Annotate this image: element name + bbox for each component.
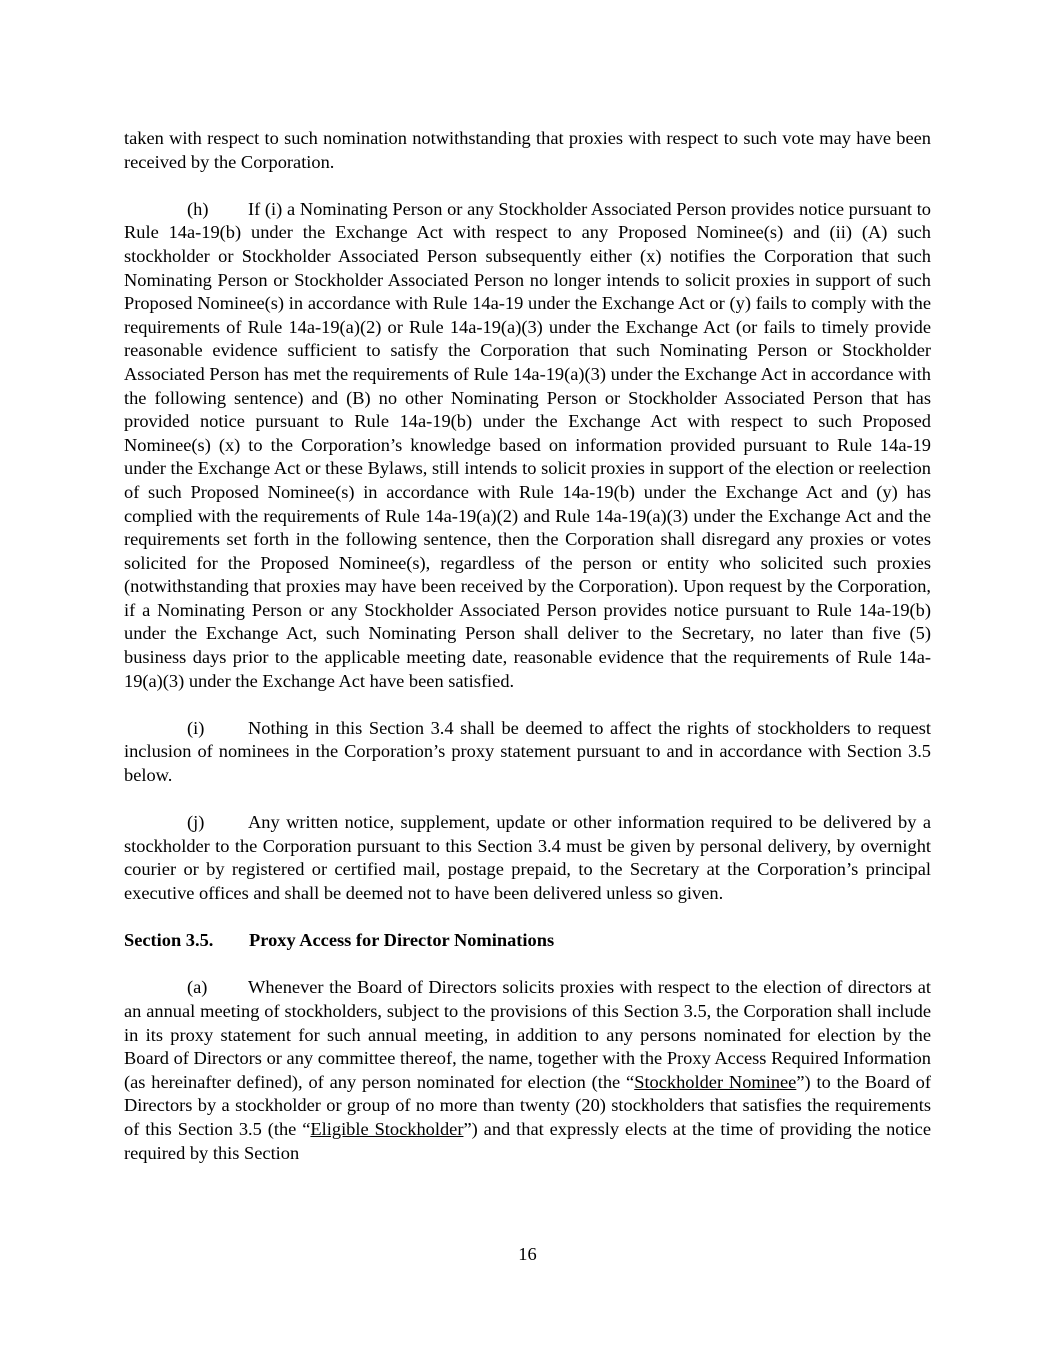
paragraph-a bbox=[124, 976, 931, 1165]
paragraph-h-text: If (i) a Nominating Person or any Stockholder Associated Person provides notice pursuant to Rule 14a-19(b) under the Exchange Act with respect to any Proposed Nominee(s) and (ii) (A) such stockholder or Stockholder Associated Person subsequently either (x) notifies the Corporation that such Nominating Person or Stockholder Associated Person no longer intends to solicit proxies in support of such Proposed Nominee(s) in accordance with Rule 14a-19 under the Exchange Act or (y) fails to comply with the requirements of Rule 14a-19(a)(2) or Rule 14a-19(a)(3) under the Exchange Act (or fails to timely provide reasonable evidence sufficient to satisfy the Corporation that such Nominating Person or Stockholder Associated Person has met the requirements of Rule 14a-19(a)(3) under the Exchange Act in accordance with the following sentence) and (B) no other Nominating Person or Stockholder Associated Person that has provided notice pursuant to Rule 14a-19(b) under the Exchange Act with respect to such Proposed Nominee(s) (x) to the Corporation’s knowledge based on information provided pursuant to Rule 14a-19 under the Exchange Act or these Bylaws, still intends to solicit proxies in support of the election or reelection of such Proposed Nominee(s) in accordance with Rule 14a-19(b) under the Exchange Act and (y) has complied with the requirements of Rule 14a-19(a)(2) and Rule 14a-19(a)(3) under the Exchange Act and the requirements set forth in the following sentence, then the Corporation shall disregard any proxies or votes solicited for the Proposed Nominee(s), regardless of the person or entity who solicited such proxies (notwithstanding that proxies may have been received by the Corporation). Upon request by the Corporation, if a Nominating Person or any Stockholder Associated Person provides notice pursuant to Rule 14a-19(b) under the Exchange Act, such Nominating Person shall deliver to the Secretary, no later than five (5) business days prior to the applicable meeting date, reasonable evidence that the requirements of Rule 14a-19(a)(3) under the Exchange Act have been satisfied. bbox=[124, 198, 931, 691]
defined-term-eligible-stockholder: Eligible Stockholder bbox=[310, 1118, 464, 1139]
paragraph-h-label: (h) bbox=[187, 198, 209, 219]
paragraph-j bbox=[124, 811, 931, 905]
section-heading bbox=[124, 929, 931, 953]
section-number: Section 3.5. bbox=[124, 930, 214, 951]
paragraph-a-text-2: ”) to the Board of Directors by a stockholder or group of no more than twenty (20) stockholders that satisfies the requirements of this Section 3.5 (the “ bbox=[124, 1071, 931, 1139]
paragraph-i-text: Nothing in this Section 3.4 shall be deemed to affect the rights of stockholders to request inclusion of nominees in the Corporation’s proxy statement pursuant to and in accordance with Section 3.5 below. bbox=[124, 717, 931, 786]
page-number: 16 bbox=[518, 1244, 537, 1264]
paragraph-a-text-3: ”) and that expressly elects at the time of providing the notice required by this Section bbox=[124, 1118, 931, 1163]
paragraph-h bbox=[124, 198, 931, 693]
continuation-paragraph: taken with respect to such nomination notwithstanding that proxies with respect to such vote may have been received by the Corporation. bbox=[124, 128, 931, 172]
paragraph-j-label: (j) bbox=[187, 812, 205, 833]
paragraph-j-text: Any written notice, supplement, update or other information required to be delivered by a stockholder to the Corporation pursuant to this Section 3.4 must be given by personal delivery, by overnight courier or by registered or certified mail, postage prepaid, to the Secretary at the Corporation’s principal executive offices and shall be deemed not to have been delivered unless so given. bbox=[124, 812, 931, 903]
paragraph-i bbox=[124, 717, 931, 788]
section-title: Proxy Access for Director Nominations bbox=[249, 930, 555, 951]
paragraph-i-label: (i) bbox=[187, 717, 205, 738]
document-page bbox=[124, 127, 931, 1189]
defined-term-stockholder-nominee: Stockholder Nominee bbox=[634, 1071, 797, 1092]
paragraph-a-label: (a) bbox=[187, 977, 208, 998]
paragraph-a-text-1: Whenever the Board of Directors solicits proxies with respect to the election of directors at an annual meeting of stockholders, subject to the provisions of this Section 3.5, the Corporation shall include in its proxy statement for such annual meeting, in addition to any persons nominated for election by the Board of Directors or any committee thereof, the name, together with the Proxy Access Required Information (as hereinafter defined), of any person nominated for election (the “ bbox=[124, 977, 931, 1092]
